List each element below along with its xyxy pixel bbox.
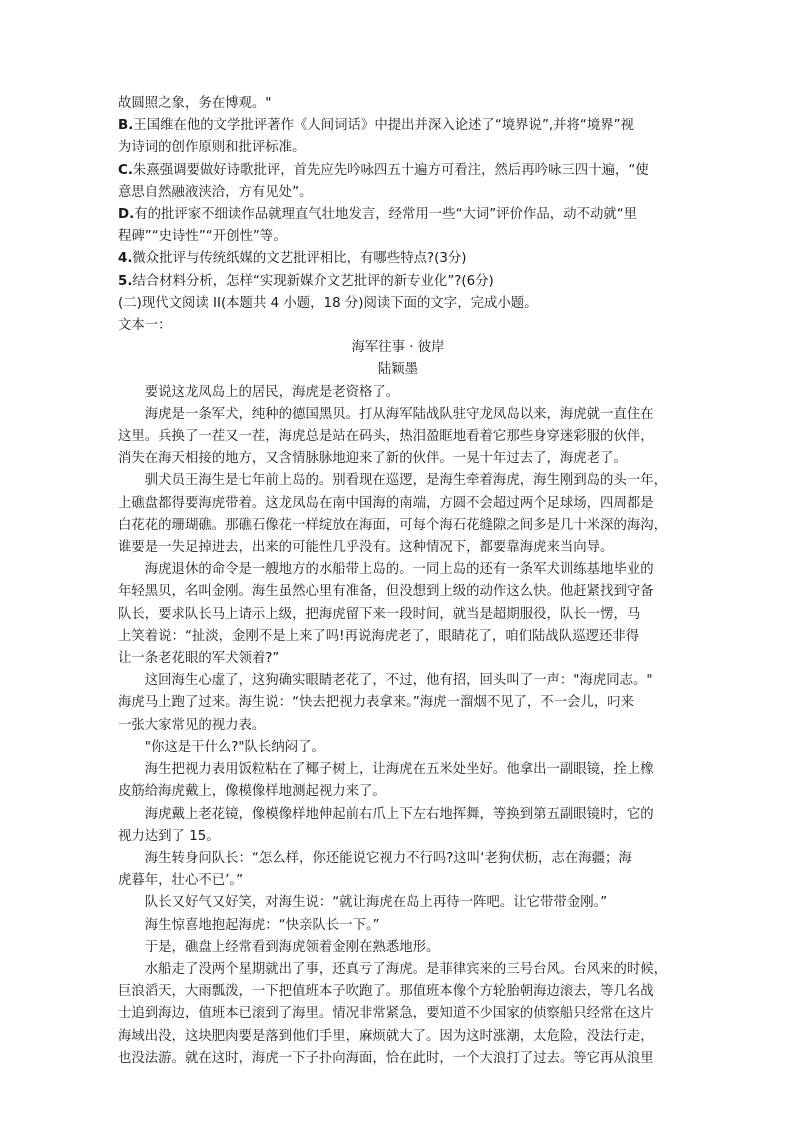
- text-line: 年轻黑贝，名叫金刚。海生虽然心里有准备，但没想到上级的动作这么快。他赶紧找到守备: [118, 584, 654, 600]
- text-line: 海生把视力表用饭粒粘在了椰子树上，让海虎在五米处坐好。他拿出一副眼镜，拴上橡: [118, 762, 654, 778]
- text-line: 谁要是一失足掉进去，出来的可能性几乎没有。这种情况下，都要靠海虎来当向导。: [118, 540, 614, 556]
- item-marker: D.: [118, 207, 135, 223]
- text-line: B.王国维在他的文学批评著作《人间词话》中提出并深入论述了“境界说”,并将“境界”视: [118, 118, 634, 134]
- text-line: 视力达到了 15。: [118, 828, 220, 844]
- item-marker: 5.: [118, 273, 133, 289]
- text-line: 海生转身问队长：“怎么样，你还能说它视力不行吗?这叫‘老狗伏枥，志在海疆；海: [118, 850, 632, 866]
- text-line: 海虎退休的命令是一艘地方的水船带上岛的。一同上岛的还有一条军犬训练基地毕业的: [118, 562, 654, 578]
- text-line: 海虎马上跑了过来。海生说：“快去把视力表拿来。”海虎一溜烟不见了，不一会儿，叼来: [118, 695, 635, 711]
- text-line: 一张大家常见的视力表。: [118, 717, 266, 733]
- text-line: 要说这龙凤岛上的居民，海虎是老资格了。: [118, 384, 400, 400]
- text-line: 驯犬员王海生是七年前上岛的。别看现在巡逻，是海生牵着海虎，海生刚到岛的头一年，: [118, 473, 668, 489]
- document-page: [118, 93, 678, 1070]
- text-line: 5.结合材料分析，怎样“实现新媒介文艺批评的新专业化”?(6分): [118, 273, 494, 289]
- text-line: D.有的批评家不细读作品就理直气壮地发言，经常用一些“大词”评价作品，动不动就“里: [118, 207, 638, 223]
- text-line: 皮筋给海虎戴上，像模像样地测起视力来了。: [118, 784, 386, 800]
- text-line: 也没法游。就在这时，海虎一下子扑向海面，恰在此时，一个大浪打了过去。等它再从浪里: [118, 1050, 654, 1066]
- text-line: 于是，礁盘上经常看到海虎领着金刚在熟悉地形。: [118, 939, 440, 955]
- text-line: 海虎是一条军犬，纯种的德国黑贝。打从海军陆战队驻守龙凤岛以来，海虎就一直住在: [118, 406, 654, 422]
- text-line: C.朱熹强调要做好诗歌批评，首先应先吟咏四五十遍方可看注，然后再吟咏三四十遍，“使: [118, 162, 649, 178]
- centered-line: 陆颖墨: [377, 362, 419, 378]
- text-line: 这回海生心虚了，这狗确实眼睛老花了，不过，他有招，回头叫了一声："海虎同志。": [118, 673, 653, 689]
- text-line: 白花花的珊瑚礁。那礁石像花一样绽放在海面，可每个海石花缝隙之间多是几十米深的海沟，: [118, 517, 668, 533]
- text-line: 队长又好气又好笑，对海生说：“就让海虎在岛上再待一阵吧。让它带带金刚。”: [118, 895, 608, 911]
- item-marker: B.: [118, 118, 134, 134]
- text-line: 消失在海天相接的地方，又含情脉脉地迎来了新的伙伴。一晃十年过去了，海虎老了。: [118, 451, 627, 467]
- text-line: "你这是干什么?"队长纳闷了。: [118, 739, 325, 755]
- text-line: 4.微众批评与传统纸媒的文艺批评相比，有哪些特点?(3分): [118, 251, 467, 267]
- text-line: 为诗词的创作原则和批评标准。: [118, 140, 306, 156]
- text-line: 水船走了没两个星期就出了事，还真亏了海虎。是菲律宾来的三号台风。台风来的时候，: [118, 961, 668, 977]
- text-line: 海域出没，这块肥肉要是落到他们手里，麻烦就大了。因为这时涨潮，太危险，没法行走，: [118, 1028, 654, 1044]
- item-marker: C.: [118, 162, 133, 178]
- item-marker: 4.: [118, 251, 133, 267]
- text-line: 上礁盘都得要海虎带着。这龙凤岛在南中国海的南端，方圆不会超过两个足球场，四周都是: [118, 495, 654, 511]
- text-line: (二)现代文阅读 II(本题共 4 小题，18 分)阅读下面的文字，完成小题。: [118, 295, 538, 311]
- text-line: 队长，要求队长马上请示上级，把海虎留下来一段时间，就当是超期服役，队长一愣，马: [118, 606, 641, 622]
- text-line: 文本一：: [118, 318, 172, 334]
- text-line: 程碑”“史诗性”“开创性”等。: [118, 229, 287, 245]
- text-line: 意思自然融液浃洽，方有见处”。: [118, 184, 313, 200]
- text-line: 让一条老花眼的军犬领着?”: [118, 651, 280, 667]
- text-line: 这里。兵换了一茬又一茬，海虎总是站在码头，热泪盈眶地看着它那些身穿迷彩服的伙伴，: [118, 429, 654, 445]
- text-line: 巨浪滔天，大雨瓢泼，一下把值班本子吹跑了。那值班本像个方轮胎朝海边滚去，等几名战: [118, 984, 654, 1000]
- text-line: 海虎戴上老花镜，像模像样地伸起前右爪上下左右地挥舞，等换到第五副眼镜时，它的: [118, 806, 654, 822]
- text-line: 上笑着说：“扯淡，金刚不是上来了吗!再说海虎老了，眼睛花了，咱们陆战队巡逻还非得: [118, 628, 640, 644]
- text-line: 虎暮年，壮心不已’。”: [118, 873, 244, 889]
- text-line: 士追到海边，值班本已滚到了海里。情况非常紧急，要知道不少国家的侦察船只经常在这片: [118, 1006, 654, 1022]
- centered-line: 海军往事 · 彼岸: [351, 340, 445, 356]
- text-line: 故圆照之象，务在博观。": [118, 96, 272, 111]
- text-line: 海生惊喜地抱起海虎：“快亲队长一下。”: [118, 917, 380, 933]
